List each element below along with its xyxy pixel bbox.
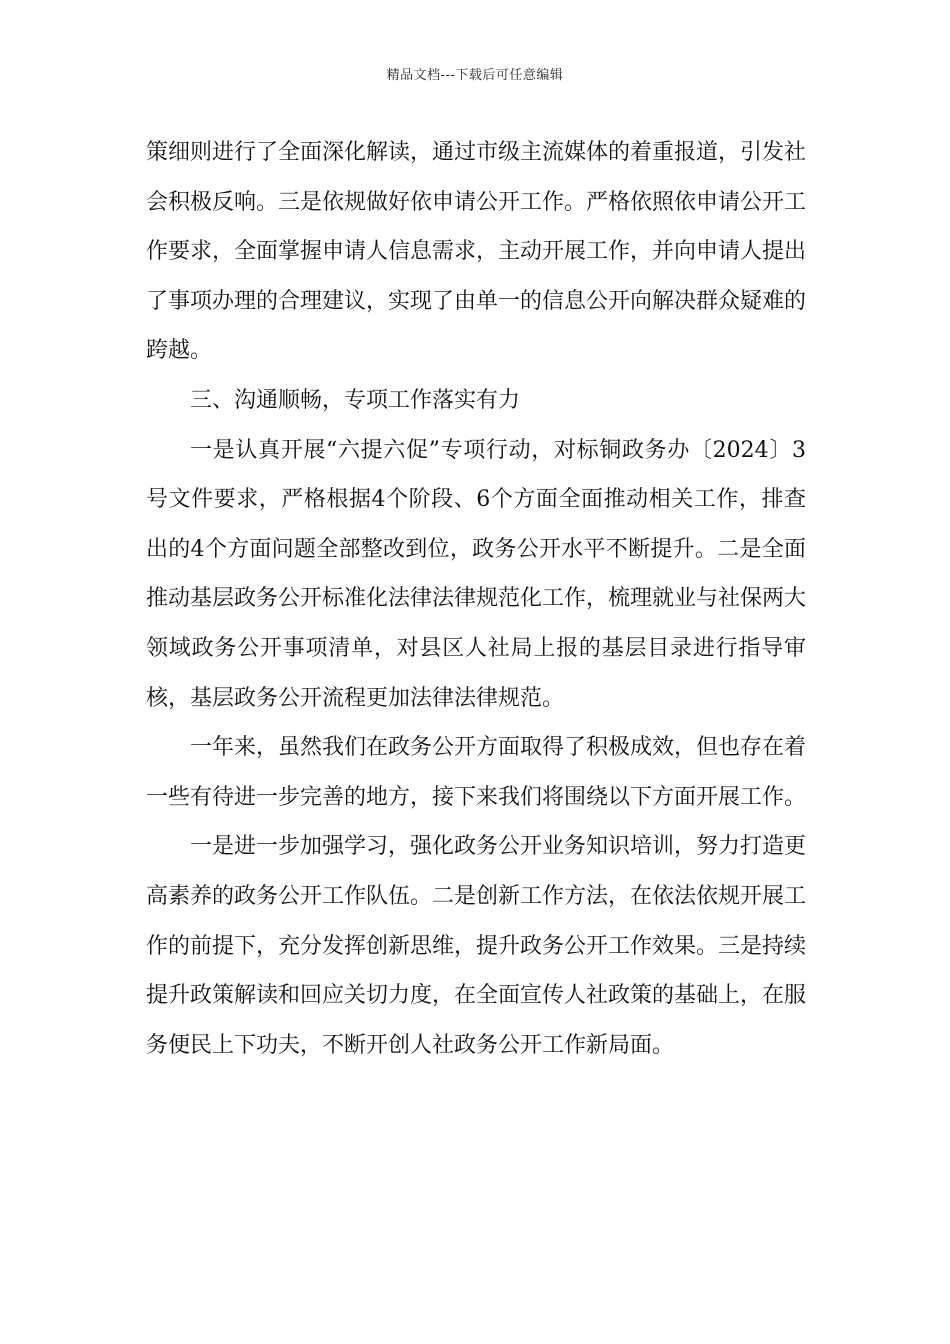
section-heading: 三、沟通顺畅，专项工作落实有力 [190,387,521,413]
paragraph-summary: 一年来，虽然我们在政务公开方面取得了积极成效，但也存在着一些有待进一步完善的地方，接下来我们将围绕以下方面开展工作。 [146,735,807,810]
document-body [146,128,806,1070]
paragraph-special-action: 一是认真开展“六提六促”专项行动，对标铜政务办〔2024〕3号文件要求，严格根据4个阶段、6个方面全面推动相关工作，排查出的4个方面问题全部整改到位，政务公开水平不断提升。二是全面推动基层政务公开标准化法律法律规范化工作，梳理就业与社保两大领域政务公开事项清单，对县区人社局上报的基层目录进行指导审核，基层政务公开流程更加法律法律规范。 [146,437,807,711]
paragraph-continuation: 策细则进行了全面深化解读，通过市级主流媒体的着重报道，引发社会积极反响。三是依规做好依申请公开工作。严格依照依申请公开工作要求，全面掌握申请人信息需求，主动开展工作，并向申请人提出了事项办理的合理建议，实现了由单一的信息公开向解决群众疑难的跨越。 [146,140,807,364]
page-header: 精品文档---下载后可任意编辑 [386,68,564,83]
paragraph-next-steps: 一是进一步加强学习，强化政务公开业务知识培训，努力打造更高素养的政务公开工作队伍。二是创新工作方法，在依法依规开展工作的前提下，充分发挥创新思维，提升政务公开工作效果。三是持续提升政策解读和回应关切力度，在全面宣传人社政策的基础上，在服务便民上下功夫，不断开创人社政务公开工作新局面。 [146,834,807,1058]
